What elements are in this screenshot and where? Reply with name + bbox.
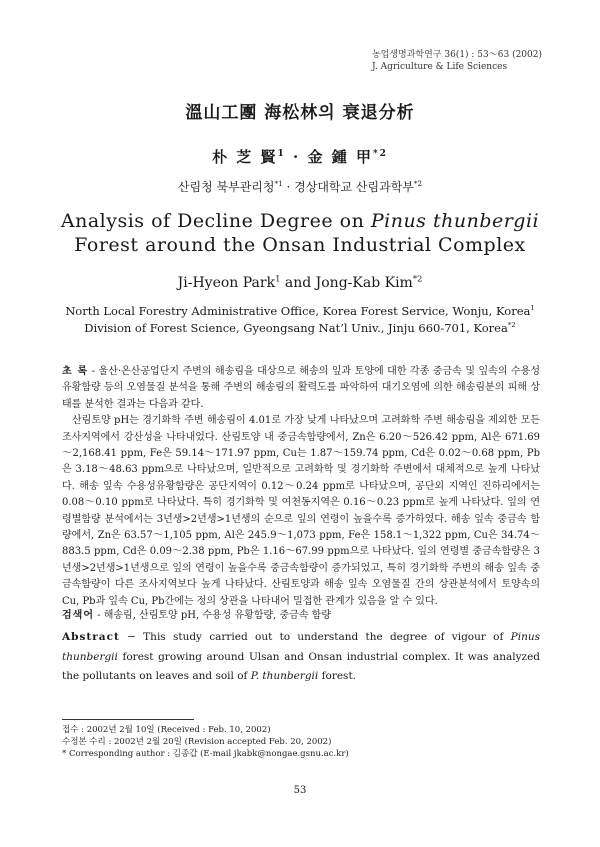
affil-1-ko: 산림청 북부관리청 — [177, 180, 275, 194]
affil-1-en-mark: 1 — [530, 304, 535, 313]
english-title-text: Analysis of Decline Degree on — [60, 210, 371, 232]
affil-1-en — [0, 303, 600, 320]
keywords-label: 검색어 — [62, 610, 94, 621]
keywords-text: - 해송림, 산림토양 pH, 수용성 유황함량, 중금속 함량 — [93, 610, 331, 621]
keywords — [62, 608, 540, 624]
english-title-line-2: Forest around the Onsan Industrial Complex — [74, 234, 526, 256]
english-abstract — [62, 628, 540, 687]
footnote-revision: 수정본 수리 : 2002년 2월 20일 (Revision accepted Feb. 20, 2002) — [62, 737, 332, 747]
footnote-divider — [62, 719, 194, 720]
korean-affiliations — [0, 178, 600, 195]
affil-2-ko-mark: *2 — [413, 179, 423, 188]
affil-1-ko-mark: *1 — [274, 179, 283, 188]
affil-separator: · — [286, 180, 291, 194]
page-number: 53 — [293, 785, 307, 796]
affil-2-en-mark: *2 — [507, 321, 516, 330]
english-title-line-1 — [0, 209, 600, 233]
affil-2-en-text: Division of Forest Science, Gyeongsang Nat’l Univ., Jinju 660-701, Korea — [84, 321, 508, 335]
english-affiliations — [0, 303, 600, 337]
footnote-corresponding-author: * Corresponding author : 김종갑 (E-mail jkabk@nongae.gsnu.ac.kr) — [62, 749, 349, 759]
korean-authors — [0, 146, 600, 167]
english-authors — [0, 275, 600, 291]
korean-title: 溫山工團 海松林의 衰退分析 — [185, 103, 415, 123]
author-1-en-mark: 1 — [275, 273, 281, 284]
author-separator: · — [293, 148, 301, 166]
affil-2-ko: 경상대학교 산림과학부 — [294, 180, 414, 194]
footnote-received: 접수 : 2002년 2월 10일 (Received : Feb. 10, 2002) — [62, 725, 271, 735]
species-name: Pinus thunbergii — [370, 210, 540, 232]
species-name-italic-1: Pinus thunbergii — [62, 631, 540, 663]
affil-2-en — [0, 320, 600, 337]
english-abstract-label: Abstract — [62, 631, 120, 643]
author-1-ko-mark: 1 — [277, 149, 286, 159]
english-abstract-text-2: forest growing around Ulsan and Onsan industrial complex. It was analyzed the pollutants on leaves and soil of — [62, 650, 540, 682]
author-2-ko: 金 鍾 甲 — [307, 148, 373, 166]
english-abstract-text-1: − This study carried out to understand the degree of vigour of — [119, 631, 511, 643]
affil-1-en-text: North Local Forestry Administrative Office, Korea Forest Service, Wonju, Korea — [65, 304, 531, 318]
english-abstract-text-3: forest. — [318, 670, 357, 682]
korean-abstract-para-2: 산림토양 pH는 경기화학 주변 해송림이 4.01로 가장 낮게 나타났으며 고려화학 주변 해송림을 제외한 모든 조사지역에서 강산성을 나타내었다. 산림토양 내 중금속함량에서, Zn은 6.20～526.42 ppm, Al은 671.69～2,168.41 ppm, Fe은 59.14～171.97 ppm, Cu는 1.87～159.74 ppm, Cd은 0.02～0.68 ppm, Pb은 3.18～48.63 ppm으로 나타났으며, 일반적으로 고려화학 및 경기화학 주변에서 대체적으로 높게 나타났다. 해송 잎속 수용성유황함량은 공단지역이 0.12～0.24 ppm로 나타났으며, 공단외 지역인 진하리에서는 0.08～0.10 ppm로 나타났다. 특히 경기화학 및 여천동지역은 0.16～0.23 ppm로 높게 나타났다. 잎의 연령별함량 분석에서는 3년생>2년생>1년생의 순으로 잎의 연령이 높을수록 증가하였다. 해송 잎속 중금속 함량에서, Zn은 63.57～1,105 ppm, Al은 245.9～1,073 ppm, Fe은 158.1～1,322 ppm, Cu은 34.74～883.5 ppm, Cd은 0.09～2.38 ppm, Pb은 1.16～67.99 ppm으로 나타났다. 잎의 연령별 중금속함량은 3년생>2년생>1년생으로 잎의 연령이 높을수록 중금속함량이 증가되었고, 특히 경기화학 주변의 해송 잎속 중금속함량이 다른 조사지역보다 높게 나타났다. 산림토양과 해송 잎속 오염물질 간의 상관분석에서 토양속의 Cu, Pb과 잎속 Cu, Pb간에는 정의 상관을 나타내어 밀접한 관계가 있음을 알 수 있다. — [62, 415, 540, 607]
author-1-en: Ji-Hyeon Park — [177, 275, 276, 291]
author-2-ko-mark: *2 — [372, 149, 388, 159]
author-2-en-mark: *2 — [412, 273, 423, 284]
korean-abstract-intro: - 울산·온산공업단지 주변의 해송림을 대상으로 해송의 잎과 토양에 대한 각종 중금속 및 잎속의 수용성 유황함량 등의 오염물질 분석을 통해 주변의 해송림의 활력도를 파악하여 대기오염에 의한 해송림분의 피해 상태를 분석한 결과는 다음과 같다. — [62, 366, 540, 410]
korean-abstract-label: 초 록 — [62, 366, 89, 377]
journal-name: J. Agriculture & Life Sciences — [371, 62, 508, 72]
author-2-en: Jong-Kab Kim — [315, 275, 413, 291]
journal-info — [372, 49, 542, 73]
korean-abstract — [62, 364, 540, 610]
korean-abstract-para-1 — [62, 364, 540, 413]
footnotes — [62, 724, 349, 760]
english-title — [0, 209, 600, 257]
author-and: and — [280, 275, 316, 291]
species-name-italic-2: P. thunbergii — [250, 670, 319, 682]
journal-citation: 농업생명과학연구 36(1) : 53～63 (2002) — [371, 50, 542, 60]
author-1-ko: 朴 芝 賢 — [212, 148, 278, 166]
